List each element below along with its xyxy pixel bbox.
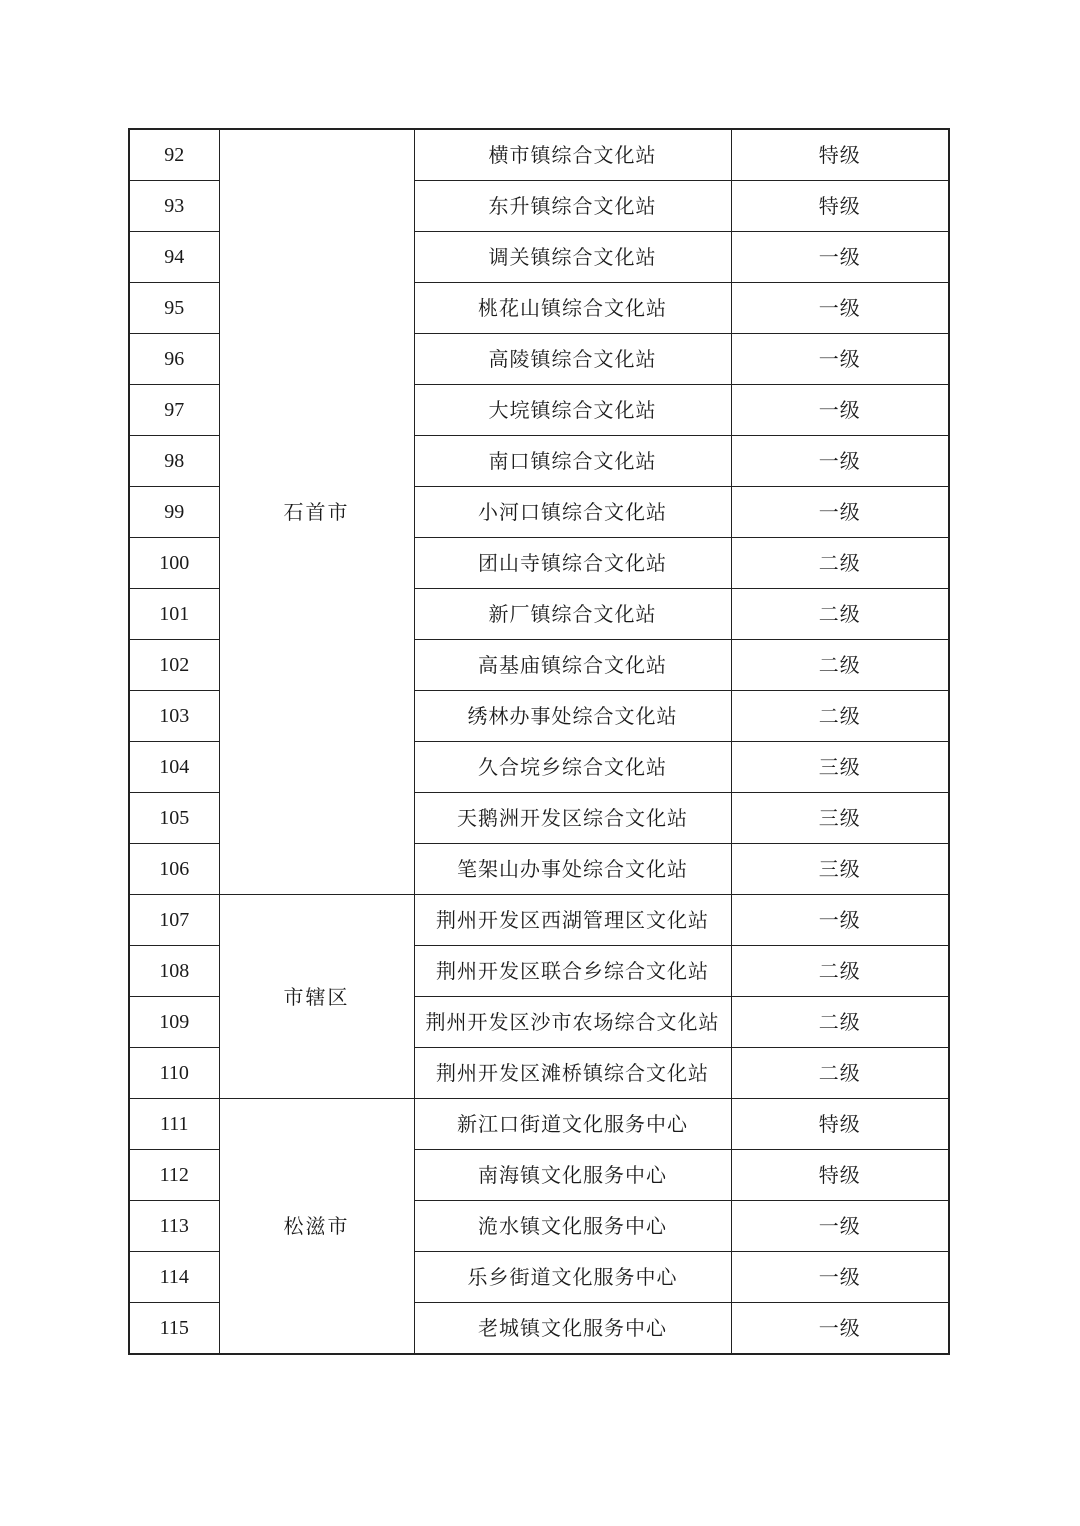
row-number: 114 bbox=[129, 1252, 219, 1303]
station-name: 南海镇文化服务中心 bbox=[414, 1150, 731, 1201]
station-name: 高基庙镇综合文化站 bbox=[414, 640, 731, 691]
row-number: 108 bbox=[129, 946, 219, 997]
station-name: 绣林办事处综合文化站 bbox=[414, 691, 731, 742]
row-number: 92 bbox=[129, 129, 219, 181]
station-level: 二级 bbox=[731, 538, 949, 589]
station-level: 一级 bbox=[731, 385, 949, 436]
row-number: 105 bbox=[129, 793, 219, 844]
station-name: 乐乡街道文化服务中心 bbox=[414, 1252, 731, 1303]
station-level: 二级 bbox=[731, 589, 949, 640]
row-number: 101 bbox=[129, 589, 219, 640]
station-level: 一级 bbox=[731, 436, 949, 487]
station-name: 桃花山镇综合文化站 bbox=[414, 283, 731, 334]
station-name: 东升镇综合文化站 bbox=[414, 181, 731, 232]
row-number: 94 bbox=[129, 232, 219, 283]
station-level: 特级 bbox=[731, 1150, 949, 1201]
station-name: 老城镇文化服务中心 bbox=[414, 1303, 731, 1355]
row-number: 107 bbox=[129, 895, 219, 946]
row-number: 96 bbox=[129, 334, 219, 385]
station-level: 三级 bbox=[731, 793, 949, 844]
station-level: 一级 bbox=[731, 232, 949, 283]
station-name: 天鹅洲开发区综合文化站 bbox=[414, 793, 731, 844]
station-name: 高陵镇综合文化站 bbox=[414, 334, 731, 385]
station-name: 久合垸乡综合文化站 bbox=[414, 742, 731, 793]
station-level: 二级 bbox=[731, 1048, 949, 1099]
station-name: 荆州开发区西湖管理区文化站 bbox=[414, 895, 731, 946]
row-number: 98 bbox=[129, 436, 219, 487]
row-number: 111 bbox=[129, 1099, 219, 1150]
station-level: 特级 bbox=[731, 181, 949, 232]
row-number: 106 bbox=[129, 844, 219, 895]
station-level: 一级 bbox=[731, 895, 949, 946]
station-level: 二级 bbox=[731, 997, 949, 1048]
row-number: 109 bbox=[129, 997, 219, 1048]
row-number: 110 bbox=[129, 1048, 219, 1099]
station-level: 特级 bbox=[731, 1099, 949, 1150]
region-cell: 石首市 bbox=[219, 129, 414, 895]
row-number: 104 bbox=[129, 742, 219, 793]
table-body bbox=[129, 129, 949, 1354]
table-row bbox=[129, 895, 949, 946]
table-row bbox=[129, 129, 949, 181]
station-level: 三级 bbox=[731, 742, 949, 793]
culture-station-table bbox=[128, 128, 950, 1355]
station-level: 一级 bbox=[731, 1201, 949, 1252]
station-level: 三级 bbox=[731, 844, 949, 895]
station-name: 洈水镇文化服务中心 bbox=[414, 1201, 731, 1252]
region-cell: 松滋市 bbox=[219, 1099, 414, 1355]
row-number: 112 bbox=[129, 1150, 219, 1201]
station-name: 横市镇综合文化站 bbox=[414, 129, 731, 181]
station-level: 一级 bbox=[731, 1303, 949, 1355]
row-number: 97 bbox=[129, 385, 219, 436]
station-name: 荆州开发区滩桥镇综合文化站 bbox=[414, 1048, 731, 1099]
row-number: 93 bbox=[129, 181, 219, 232]
station-name: 新厂镇综合文化站 bbox=[414, 589, 731, 640]
station-name: 笔架山办事处综合文化站 bbox=[414, 844, 731, 895]
row-number: 102 bbox=[129, 640, 219, 691]
station-name: 大垸镇综合文化站 bbox=[414, 385, 731, 436]
station-level: 一级 bbox=[731, 1252, 949, 1303]
row-number: 113 bbox=[129, 1201, 219, 1252]
station-level: 一级 bbox=[731, 283, 949, 334]
station-level: 一级 bbox=[731, 487, 949, 538]
station-level: 二级 bbox=[731, 691, 949, 742]
station-level: 一级 bbox=[731, 334, 949, 385]
station-name: 新江口街道文化服务中心 bbox=[414, 1099, 731, 1150]
station-name: 荆州开发区沙市农场综合文化站 bbox=[414, 997, 731, 1048]
station-name: 调关镇综合文化站 bbox=[414, 232, 731, 283]
station-name: 团山寺镇综合文化站 bbox=[414, 538, 731, 589]
station-name: 荆州开发区联合乡综合文化站 bbox=[414, 946, 731, 997]
station-level: 特级 bbox=[731, 129, 949, 181]
row-number: 103 bbox=[129, 691, 219, 742]
table-row bbox=[129, 1099, 949, 1150]
station-level: 二级 bbox=[731, 640, 949, 691]
row-number: 100 bbox=[129, 538, 219, 589]
row-number: 115 bbox=[129, 1303, 219, 1355]
station-level: 二级 bbox=[731, 946, 949, 997]
station-name: 小河口镇综合文化站 bbox=[414, 487, 731, 538]
station-name: 南口镇综合文化站 bbox=[414, 436, 731, 487]
region-cell: 市辖区 bbox=[219, 895, 414, 1099]
row-number: 95 bbox=[129, 283, 219, 334]
row-number: 99 bbox=[129, 487, 219, 538]
